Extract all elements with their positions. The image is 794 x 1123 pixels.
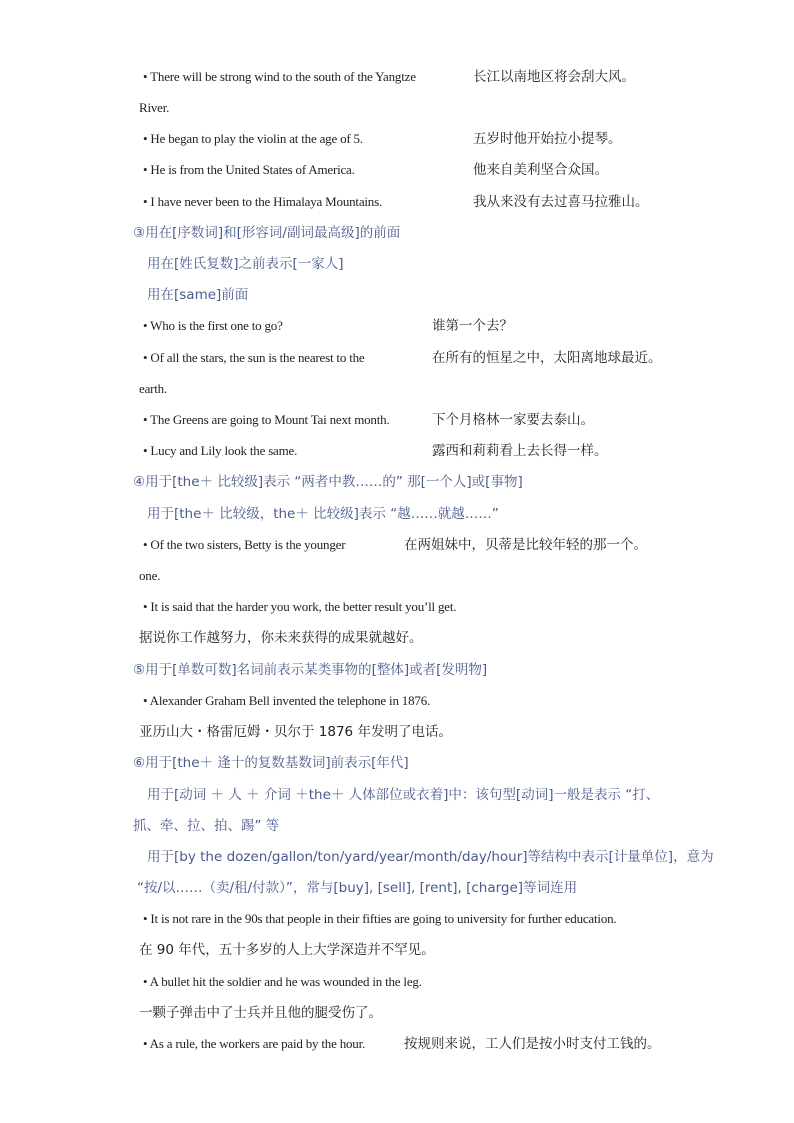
sentence-en: • It is said that the harder you work, the better result you’ll get. bbox=[143, 599, 457, 614]
sentence-en: • Of the two sisters, Betty is the younger bbox=[143, 537, 346, 552]
sentence-cn: 他来自美利坚合众国。 bbox=[473, 162, 608, 178]
rule-heading: ⑥用于[the＋ 逢十的复数基数词]前表示[年代] bbox=[133, 755, 409, 771]
sentence-en: • A bullet hit the soldier and he was wounded in the leg. bbox=[143, 974, 422, 989]
sentence-cn: 在所有的恒星之中，太阳离地球最近。 bbox=[432, 350, 662, 366]
sentence-en: • Of all the stars, the sun is the nearest to the bbox=[143, 350, 365, 365]
rule-heading-cont: “按/以……（卖/租/付款）”，常与[buy], [sell], [rent], [charge]等词连用 bbox=[137, 880, 578, 896]
rule-heading: 用在[same]前面 bbox=[147, 287, 249, 303]
rule-heading: 用于[the＋ 比较级，the＋ 比较级]表示 “越……就越……” bbox=[147, 506, 499, 522]
sentence-cn: 长江以南地区将会刮大风。 bbox=[473, 69, 635, 85]
sentence-en: • As a rule, the workers are paid by the hour. bbox=[143, 1036, 366, 1051]
rule-heading: ④用于[the＋ 比较级]表示 “两者中教……的” 那[一个人]或[事物] bbox=[133, 474, 523, 490]
sentence-cn: 露西和莉莉看上去长得一样。 bbox=[432, 443, 608, 459]
sentence-cn: 按规则来说，工人们是按小时支付工钱的。 bbox=[404, 1036, 661, 1052]
rule-heading-cont: 抓、牵、拉、拍、踢” 等 bbox=[133, 818, 280, 834]
rule-heading: 用在[姓氏复数]之前表示[一家人] bbox=[147, 256, 344, 272]
rule-heading: ⑤用于[单数可数]名词前表示某类事物的[整体]或者[发明物] bbox=[133, 662, 488, 678]
sentence-cn: 谁第一个去？ bbox=[432, 318, 513, 334]
sentence-cn: 亚历山大・格雷厄姆・贝尔于 1876 年发明了电话。 bbox=[139, 724, 452, 740]
sentence-en: • I have never been to the Himalaya Mountains. bbox=[143, 194, 383, 209]
sentence-cn: 在 90 年代，五十多岁的人上大学深造并不罕见。 bbox=[139, 942, 435, 958]
sentence-en: • He began to play the violin at the age of 5. bbox=[143, 131, 363, 146]
sentence-en: • The Greens are going to Mount Tai next month. bbox=[143, 412, 390, 427]
sentence-cn: 据说你工作越努力，你未来获得的成果就越好。 bbox=[139, 630, 423, 646]
sentence-en: • Alexander Graham Bell invented the telephone in 1876. bbox=[143, 693, 431, 708]
sentence-en: • It is not rare in the 90s that people in their fifties are going to university for further education. bbox=[143, 911, 617, 926]
sentence-en: • Lucy and Lily look the same. bbox=[143, 443, 298, 458]
sentence-en-cont: River. bbox=[139, 100, 170, 115]
sentence-cn: 下个月格林一家要去泰山。 bbox=[432, 412, 594, 428]
sentence-en-cont: earth. bbox=[139, 381, 168, 396]
sentence-en-cont: one. bbox=[139, 568, 161, 583]
sentence-cn: 我从来没有去过喜马拉雅山。 bbox=[473, 194, 649, 210]
rule-heading: 用于[动词 ＋ 人 ＋ 介词 ＋the＋ 人体部位或衣着]中：该句型[动词]一般是表示 “打、 bbox=[147, 787, 660, 803]
rule-heading: 用于[by the dozen/gallon/ton/yard/year/month/day/hour]等结构中表示[计量单位]，意为 bbox=[147, 849, 714, 865]
sentence-cn: 一颗子弹击中了士兵并且他的腿受伤了。 bbox=[139, 1005, 382, 1021]
sentence-cn: 在两姐妹中，贝蒂是比较年轻的那一个。 bbox=[404, 537, 647, 553]
sentence-en: • There will be strong wind to the south of the Yangtze bbox=[143, 69, 416, 84]
sentence-en: • He is from the United States of America. bbox=[143, 162, 355, 177]
rule-heading: ③用在[序数词]和[形容词/副词最高级]的前面 bbox=[133, 225, 401, 241]
sentence-en: • Who is the first one to go? bbox=[143, 318, 283, 333]
sentence-cn: 五岁时他开始拉小提琴。 bbox=[473, 131, 622, 147]
